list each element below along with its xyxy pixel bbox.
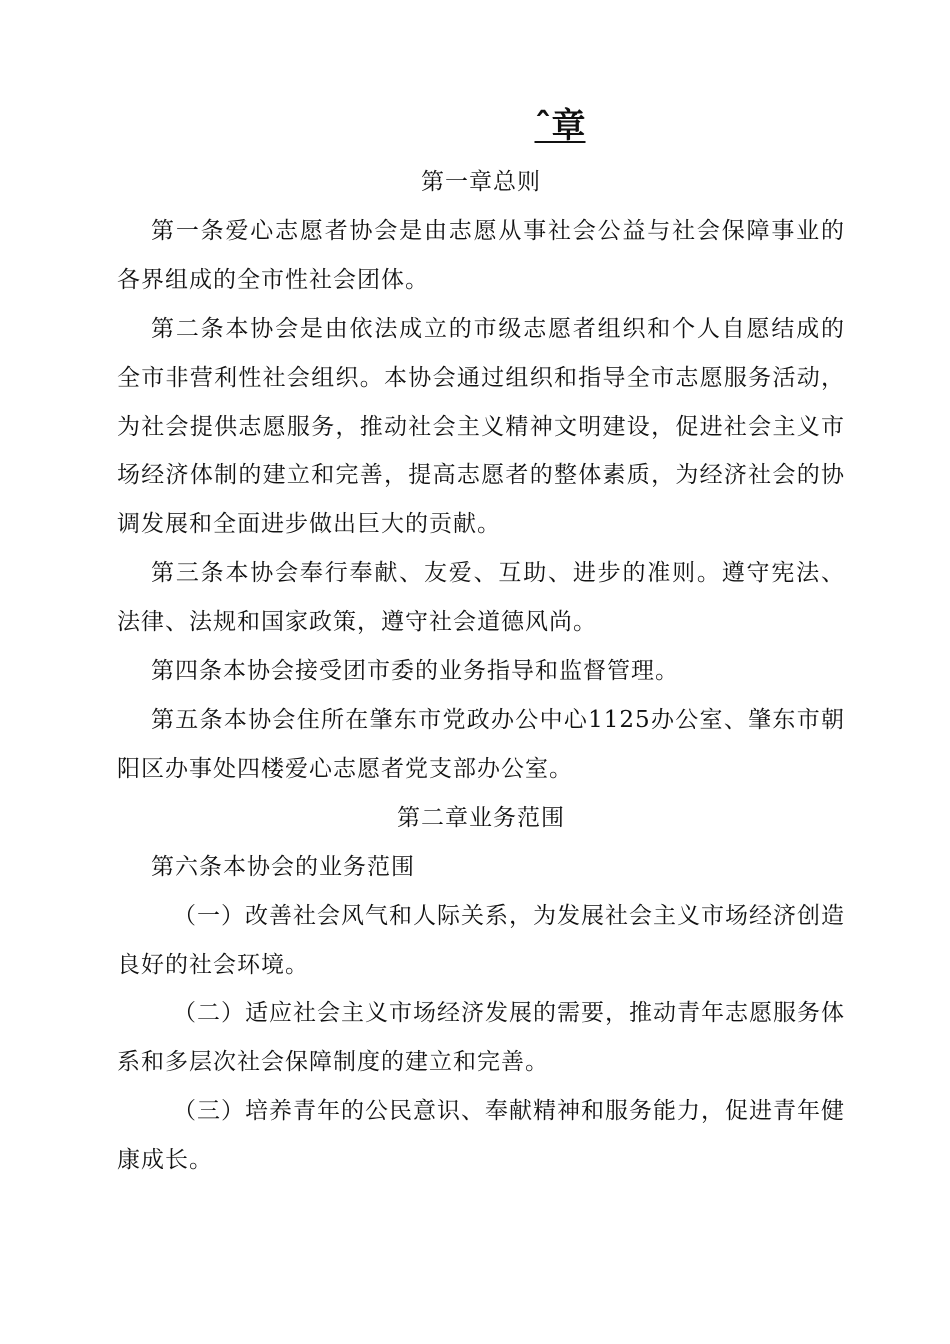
scope-item-1: （一）改善社会风气和人际关系，为发展社会主义市场经济创造良好的社会环境。 (117, 902, 845, 978)
article-1: 第一条爱心志愿者协会是由志愿从事社会公益与社会保障事业的各界组成的全市性社会团体。 (117, 217, 845, 293)
article-3: 第三条本协会奉行奉献、友爱、互助、进步的准则。遵守宪法、法律、法规和国家政策，遵守社会道德风尚。 (117, 560, 845, 636)
article-4: 第四条本协会接受团市委的业务指导和监督管理。 (151, 658, 679, 685)
chapter-1-heading: 第一章总则 (421, 169, 541, 195)
document-title (0, 102, 950, 150)
scope-item-2: （二）适应社会主义市场经济发展的需要，推动青年志愿服务体系和多层次社会保障制度的建立和完善。 (117, 1000, 845, 1076)
article-2: 第二条本协会是由依法成立的市级志愿者组织和个人自愿结成的全市非营利性社会组织。本协会通过组织和指导全市志愿服务活动，为社会提供志愿服务，推动社会主义精神文明建设，促进社会主义市场经济体制的建立和完善，提高志愿者的整体素质，为经济社会的协调发展和全面进步做出巨大的贡献。 (117, 315, 845, 538)
article-5: 第五条本协会住所在肇东市党政办公中心1125办公室、肇东市朝阳区办事处四楼爱心志愿者党支部办公室。 (117, 706, 845, 782)
scope-item-3: （三）培养青年的公民意识、奉献精神和服务能力，促进青年健康成长。 (117, 1098, 845, 1174)
chapter-2-heading: 第二章业务范围 (397, 804, 565, 831)
document-body (117, 158, 845, 1185)
article-6: 第六条本协会的业务范围 (151, 853, 415, 880)
document-title-text: ˆ章 (534, 106, 586, 146)
